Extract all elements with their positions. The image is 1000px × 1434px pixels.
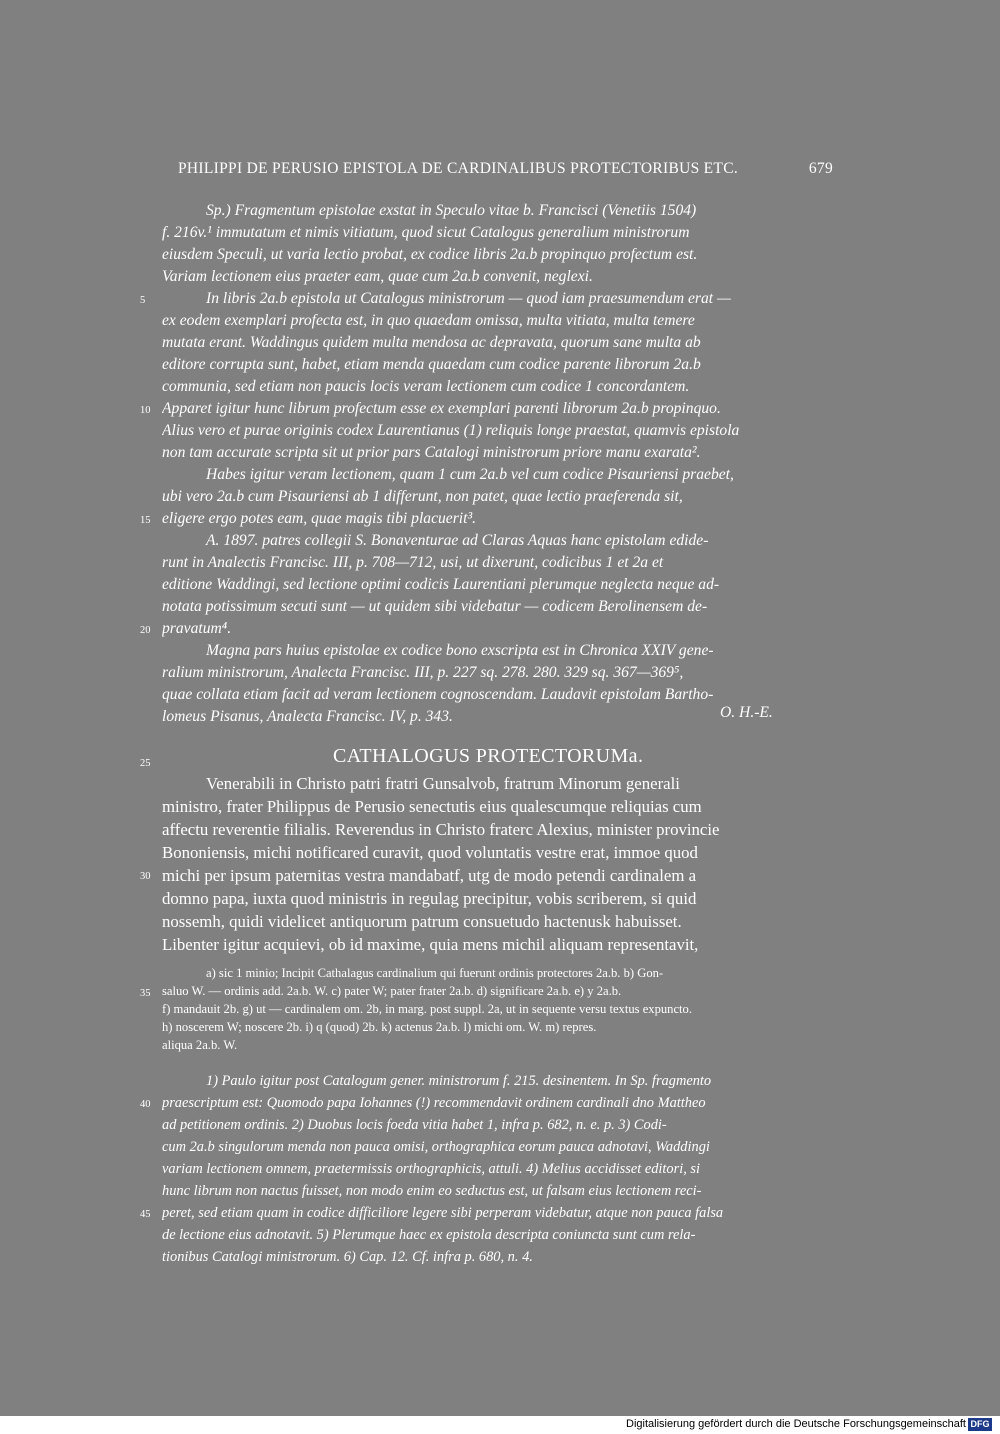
intro-line: ralium ministrorum, Analecta Francisc. III, p. 227 sq. 278. 280. 329 sq. 367—369⁵, [162, 664, 684, 681]
apparatus-line: a) sic 1 minio; Incipit Cathalagus cardinalium qui fuerunt ordinis protectores 2a.b. b) Gon- [206, 966, 664, 980]
intro-line: eligere ergo potes eam, quae magis tibi placuerit³. [162, 510, 477, 527]
letter-line: ministro, frater Philippus de Perusio senectutis eius qualescumque reliquias cum [162, 797, 702, 816]
footnote-line: variam lectionem omnem, praetermissis orthographicis, attuli. 4) Melius accidisset editori, si [162, 1161, 700, 1177]
intro-line: runt in Analectis Francisc. III, p. 708—712, usi, ut dixerunt, codicibus 1 et 2a et [162, 554, 664, 571]
letter-line: nossemh, quidi videlicet antiquorum patrum consuetudo hactenusk habuisset. [162, 912, 682, 931]
intro-line: communia, sed etiam non paucis locis veram lectionem cum codice 1 concordantem. [162, 378, 690, 395]
letter-line: domno papa, iuxta quod ministris in regulag precipitur, vobis scriberem, si quid [162, 889, 697, 908]
running-header [178, 160, 833, 178]
line-number: 40 [140, 1099, 151, 1110]
footnote-line: ad petitionem ordinis. 2) Duobus locis foeda vitia habet 1, infra p. 682, n. e. p. 3) Codi- [162, 1117, 667, 1133]
intro-line: mutata erant. Waddingus quidem multa mendosa ac depravata, quorum sane multa ab [162, 334, 701, 351]
apparatus-line: aliqua 2a.b. W. [162, 1038, 238, 1052]
page-number: 679 [808, 160, 833, 177]
intro-line: f. 216v.¹ immutatum et nimis vitiatum, quod sicut Catalogus generalium ministrorum [162, 224, 690, 241]
line-number: 30 [140, 871, 151, 882]
intro-line: eiusdem Speculi, ut varia lectio probat, ex codice libris 2a.b propinquo profectum est. [162, 246, 698, 263]
intro-line: Sp.) Fragmentum epistolae exstat in Speculo vitae b. Francisci (Venetiis 1504) [206, 202, 697, 219]
line-number: 5 [140, 295, 146, 306]
line-number: 25 [140, 758, 151, 769]
apparatus-line: f) mandauit 2b. g) ut — cardinalem om. 2b, in marg. post suppl. 2a, ut in sequente versu textus expuncto. [162, 1002, 693, 1016]
footnote-line: hunc librum non nactus fuisset, non modo enim eo seductus est, ut falsam eius lectionem reci- [162, 1183, 702, 1199]
intro-line: Magna pars huius epistolae ex codice bono exscripta est in Chronica XXIV gene- [206, 642, 714, 659]
line-number: 20 [140, 625, 151, 636]
running-title: PHILIPPI DE PERUSIO EPISTOLA DE CARDINALIBUS PROTECTORIBUS ETC. [178, 160, 739, 177]
intro-line: In libris 2a.b epistola ut Catalogus ministrorum — quod iam praesumendum erat — [206, 290, 731, 307]
letter-line: Venerabili in Christo patri fratri Gunsalvob, fratrum Minorum generali [206, 774, 680, 793]
intro-line: editione Waddingi, sed lectione optimi codicis Laurentiani plerumque neglecta neque ad- [162, 576, 720, 593]
line-number: 35 [140, 988, 151, 999]
intro-line: non tam accurate scripta sit ut prior pars Catalogi ministrorum priore manu exarata². [162, 444, 701, 461]
intro-line: A. 1897. patres collegii S. Bonaventurae ad Claras Aquas hanc epistolam edide- [206, 532, 709, 549]
section-title: CATHALOGUS PROTECTORUMa. [333, 745, 644, 767]
line-number: 45 [140, 1209, 151, 1220]
intro-line: Habes igitur veram lectionem, quam 1 cum 2a.b vel cum codice Pisauriensi praebet, [206, 466, 734, 483]
footnote-line: 1) Paulo igitur post Catalogum gener. ministrorum f. 215. desinentem. In Sp. fragmento [206, 1073, 712, 1089]
footnote-line: peret, sed etiam quam in codice difficiliore legere sibi perperam videbatur, atque non pauca falsa [162, 1205, 724, 1221]
footnote-line: de lectione eius adnotavit. 5) Plerumque haec ex epistola descripta coniuncta sunt cum rela- [162, 1227, 696, 1243]
letter-line: michi per ipsum paternitas vestra mandabatf, utg de modo petendi cardinalem a [162, 866, 697, 885]
letter-line: affectu reverentie filialis. Reverendus in Christo fraterc Alexius, minister provincie [162, 820, 720, 839]
digitization-credit: Digitalisierung gefördert durch die Deutsche Forschungsgemeinschaft [626, 1418, 966, 1430]
intro-line: notata potissimum secuti sunt — ut quidem sibi videbatur — codicem Berolinensem de- [162, 598, 708, 615]
intro-line: quae collata etiam facit ad veram lectionem cognoscendam. Laudavit epistolam Bartho- [162, 686, 714, 703]
footnote-line: praescriptum est: Quomodo papa Iohannes (!) recommendavit ordinem cardinali dno Mattheo [162, 1095, 706, 1111]
dfg-logo-icon: DFG [968, 1418, 992, 1431]
editor-signature: O. H.-E. [720, 704, 773, 721]
letter-line: Bononiensis, michi notificared curavit, quod voluntatis vestre erat, immoe quod [162, 843, 698, 862]
intro-line: ex eodem exemplari profecta est, in quo quaedam omissa, multa vitiata, multa temere [162, 312, 695, 329]
intro-line: editore corrupta sunt, habet, etiam menda quaedam cum codice parente librorum 2a.b [162, 356, 701, 373]
apparatus-line: saluo W. — ordinis add. 2a.b. W. c) pater W; pater frater 2a.b. d) significare 2a.b. e) y 2a.b. [162, 984, 622, 998]
line-number: 15 [140, 515, 151, 526]
footnote-line: tionibus Catalogi ministrorum. 6) Cap. 12. Cf. infra p. 680, n. 4. [162, 1249, 533, 1265]
intro-line: ubi vero 2a.b cum Pisauriensi ab 1 differunt, non patet, quae lectio praeferenda sit, [162, 488, 683, 505]
footnote-line: cum 2a.b singulorum menda non pauca omisi, orthographica eorum pauca adnotavi, Waddingi [162, 1139, 710, 1155]
letter-line: Libenter igitur acquievi, ob id maxime, quia mens michil aliquam representavit, [162, 935, 699, 954]
intro-line: Apparet igitur hunc librum profectum esse ex exemplari parenti librorum 2a.b propinquo. [162, 400, 721, 417]
intro-line: lomeus Pisanus, Analecta Francisc. IV, p. 343. [162, 708, 453, 725]
line-number: 10 [140, 405, 151, 416]
apparatus-line: h) noscerem W; noscere 2b. i) q (quod) 2b. k) actenus 2a.b. l) michi om. W. m) repres. [162, 1020, 597, 1034]
intro-line: Variam lectionem eius praeter eam, quae cum 2a.b convenit, neglexi. [162, 268, 593, 285]
intro-line: pravatum⁴. [162, 620, 232, 637]
intro-line: Alius vero et purae originis codex Laurentianus (1) reliquis longe praestat, quamvis epistola [162, 422, 740, 439]
